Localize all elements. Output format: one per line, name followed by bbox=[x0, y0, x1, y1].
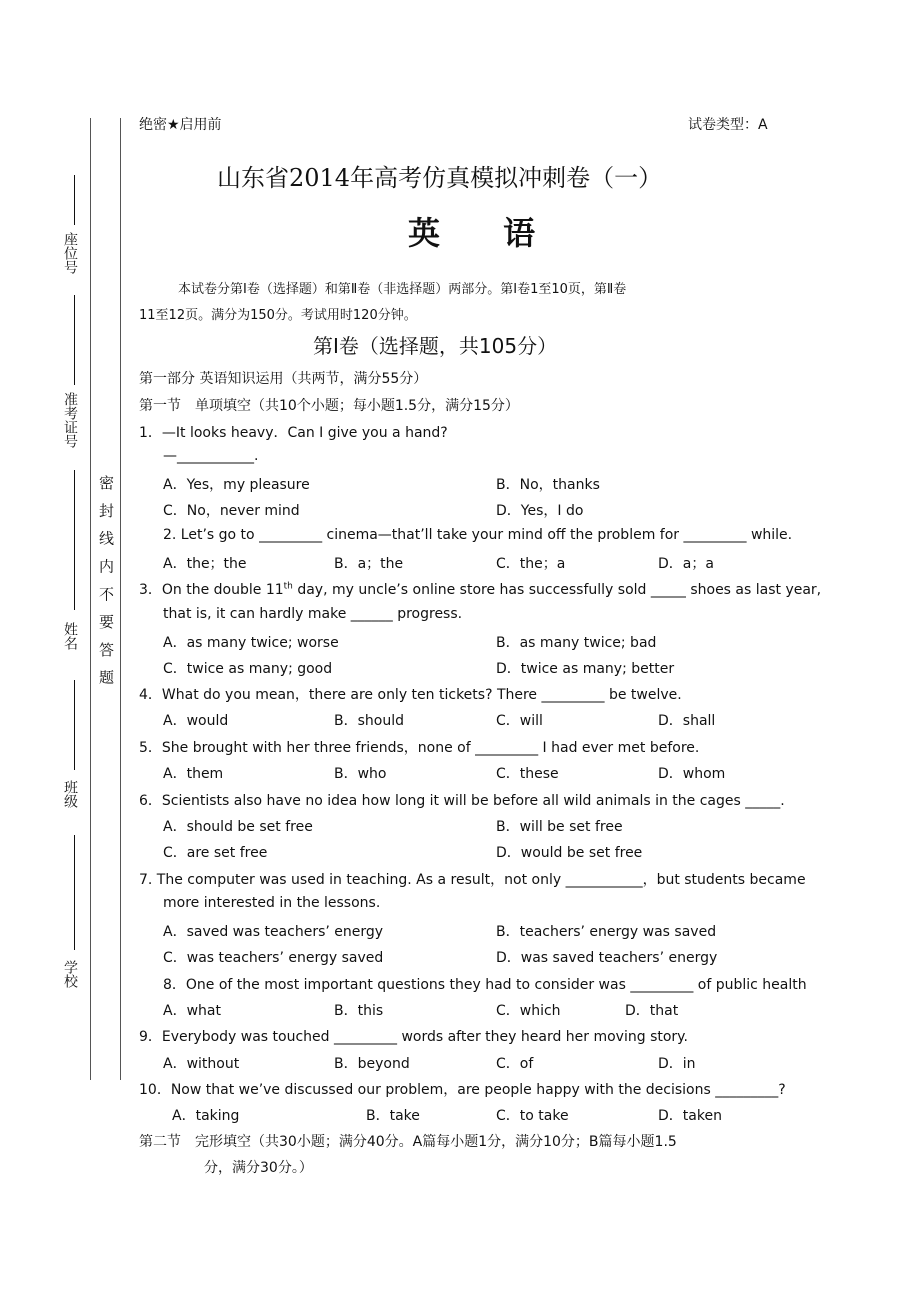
intro-line-1: 本试卷分第Ⅰ卷（选择题）和第Ⅱ卷（非选择题）两部分。第Ⅰ卷1至10页，第Ⅱ卷 bbox=[178, 282, 627, 297]
q7-option-d: D．was saved teachers’ energy bbox=[496, 950, 718, 966]
q9-option-c: C．of bbox=[496, 1056, 534, 1072]
q10-stem: 10．Now that we’ve discussed our problem，are people happy with the decisions _________? bbox=[139, 1082, 786, 1098]
q6-stem: 6．Scientists also have no idea how long it will be before all wild animals in the cages _____. bbox=[139, 793, 785, 809]
q10-option-b: B．take bbox=[366, 1108, 420, 1124]
class-blank-line bbox=[74, 680, 75, 770]
q6-option-c: C．are set free bbox=[163, 845, 268, 861]
q6-option-a: A．should be set free bbox=[163, 819, 313, 835]
q2-option-c: C．the；a bbox=[496, 556, 566, 572]
q6-option-b: B．will be set free bbox=[496, 819, 623, 835]
margin-outer-line bbox=[90, 118, 91, 1080]
q3-stem-post: day, my uncle’s online store has successfully sold _____ shoes as last year, bbox=[292, 582, 822, 598]
q4-option-c: C．will bbox=[496, 713, 543, 729]
q5-option-d: D．whom bbox=[658, 766, 726, 782]
section2-line-2: 分，满分30分。） bbox=[204, 1160, 313, 1176]
margin-inner-line bbox=[120, 118, 121, 1080]
q7-stem: 7. The computer was used in teaching. As a result，not only ___________，but students became bbox=[139, 872, 806, 888]
name-label: 姓名 bbox=[62, 622, 78, 650]
q3-stem-2: that is, it can hardly make ______ progress. bbox=[163, 606, 463, 622]
q9-option-b: B．beyond bbox=[334, 1056, 410, 1072]
q8-option-d: D．that bbox=[625, 1003, 679, 1019]
paper-type: 试卷类型：A bbox=[688, 117, 768, 133]
q8-option-b: B．this bbox=[334, 1003, 384, 1019]
q8-option-c: C．which bbox=[496, 1003, 561, 1019]
subject-title: 英 语 bbox=[408, 214, 562, 252]
q1-option-c: C．No，never mind bbox=[163, 503, 300, 519]
exam-no-label: 准考证号 bbox=[62, 392, 78, 448]
intro-line-2: 11至12页。满分为150分。考试用时120分钟。 bbox=[139, 308, 417, 323]
page-title: 山东省2014年高考仿真模拟冲刺卷（一） bbox=[217, 164, 663, 192]
q6-option-d: D．would be set free bbox=[496, 845, 643, 861]
q1-stem-2: —___________. bbox=[163, 448, 259, 464]
q1-option-a: A．Yes，my pleasure bbox=[163, 477, 310, 493]
q5-option-c: C．these bbox=[496, 766, 559, 782]
school-label: 学校 bbox=[62, 960, 78, 988]
exam-no-blank-line bbox=[74, 295, 75, 385]
q3-stem bbox=[139, 579, 821, 599]
q8-stem: 8．One of the most important questions they had to consider was _________ of public health bbox=[163, 977, 807, 993]
q7-option-a: A．saved was teachers’ energy bbox=[163, 924, 384, 940]
q5-stem: 5．She brought with her three friends，none of _________ I had ever met before. bbox=[139, 740, 700, 756]
q7-option-c: C．was teachers’ energy saved bbox=[163, 950, 384, 966]
q3-option-a: A．as many twice; worse bbox=[163, 635, 339, 651]
q5-option-a: A．them bbox=[163, 766, 224, 782]
q4-option-d: D．shall bbox=[658, 713, 716, 729]
q7-option-b: B．teachers’ energy was saved bbox=[496, 924, 717, 940]
q2-stem: 2. Let’s go to _________ cinema—that’ll take your mind off the problem for _________ while. bbox=[163, 527, 793, 543]
q2-option-b: B．a；the bbox=[334, 556, 404, 572]
q9-option-a: A．without bbox=[163, 1056, 240, 1072]
q1-option-b: B．No，thanks bbox=[496, 477, 600, 493]
school-blank-line bbox=[74, 835, 75, 950]
q3-option-b: B．as many twice; bad bbox=[496, 635, 657, 651]
q1-stem: 1．—It looks heavy．Can I give you a hand? bbox=[139, 425, 448, 441]
confidential-label: 绝密★启用前 bbox=[139, 117, 222, 133]
q8-option-a: A．what bbox=[163, 1003, 221, 1019]
seal-notice: 密 封 线 内 不 要 答 题 bbox=[97, 475, 115, 689]
q3-option-c: C．twice as many; good bbox=[163, 661, 333, 677]
part1-heading: 第一部分 英语知识运用（共两节，满分55分） bbox=[139, 371, 428, 387]
q10-option-a: A．taking bbox=[172, 1108, 240, 1124]
seat-blank-line bbox=[74, 175, 75, 225]
q1-option-d: D．Yes，I do bbox=[496, 503, 584, 519]
section1-heading: 第Ⅰ卷（选择题，共105分） bbox=[313, 334, 558, 358]
q7-stem-2: more interested in the lessons. bbox=[163, 895, 381, 911]
class-label: 班级 bbox=[62, 780, 78, 808]
q10-option-c: C．to take bbox=[496, 1108, 569, 1124]
q4-option-a: A．would bbox=[163, 713, 229, 729]
q3-stem-sup: th bbox=[283, 581, 293, 592]
q9-option-d: D．in bbox=[658, 1056, 696, 1072]
q3-stem-pre: 3．On the double 11 bbox=[139, 582, 284, 598]
q3-option-d: D．twice as many; better bbox=[496, 661, 675, 677]
q4-option-b: B．should bbox=[334, 713, 404, 729]
seat-label: 座位号 bbox=[62, 232, 78, 274]
q9-stem: 9．Everybody was touched _________ words after they heard her moving story. bbox=[139, 1029, 688, 1045]
section2-line-1: 第二节 完形填空（共30小题；满分40分。A篇每小题1分，满分10分；B篇每小题1.5 bbox=[139, 1134, 677, 1150]
name-blank-line bbox=[74, 470, 75, 610]
q2-option-d: D．a；a bbox=[658, 556, 714, 572]
q4-stem: 4．What do you mean，there are only ten tickets? There _________ be twelve. bbox=[139, 687, 682, 703]
sub1-heading: 第一节 单项填空（共10个小题；每小题1.5分，满分15分） bbox=[139, 398, 519, 414]
q2-option-a: A．the；the bbox=[163, 556, 247, 572]
q10-option-d: D．taken bbox=[658, 1108, 722, 1124]
q5-option-b: B．who bbox=[334, 766, 387, 782]
